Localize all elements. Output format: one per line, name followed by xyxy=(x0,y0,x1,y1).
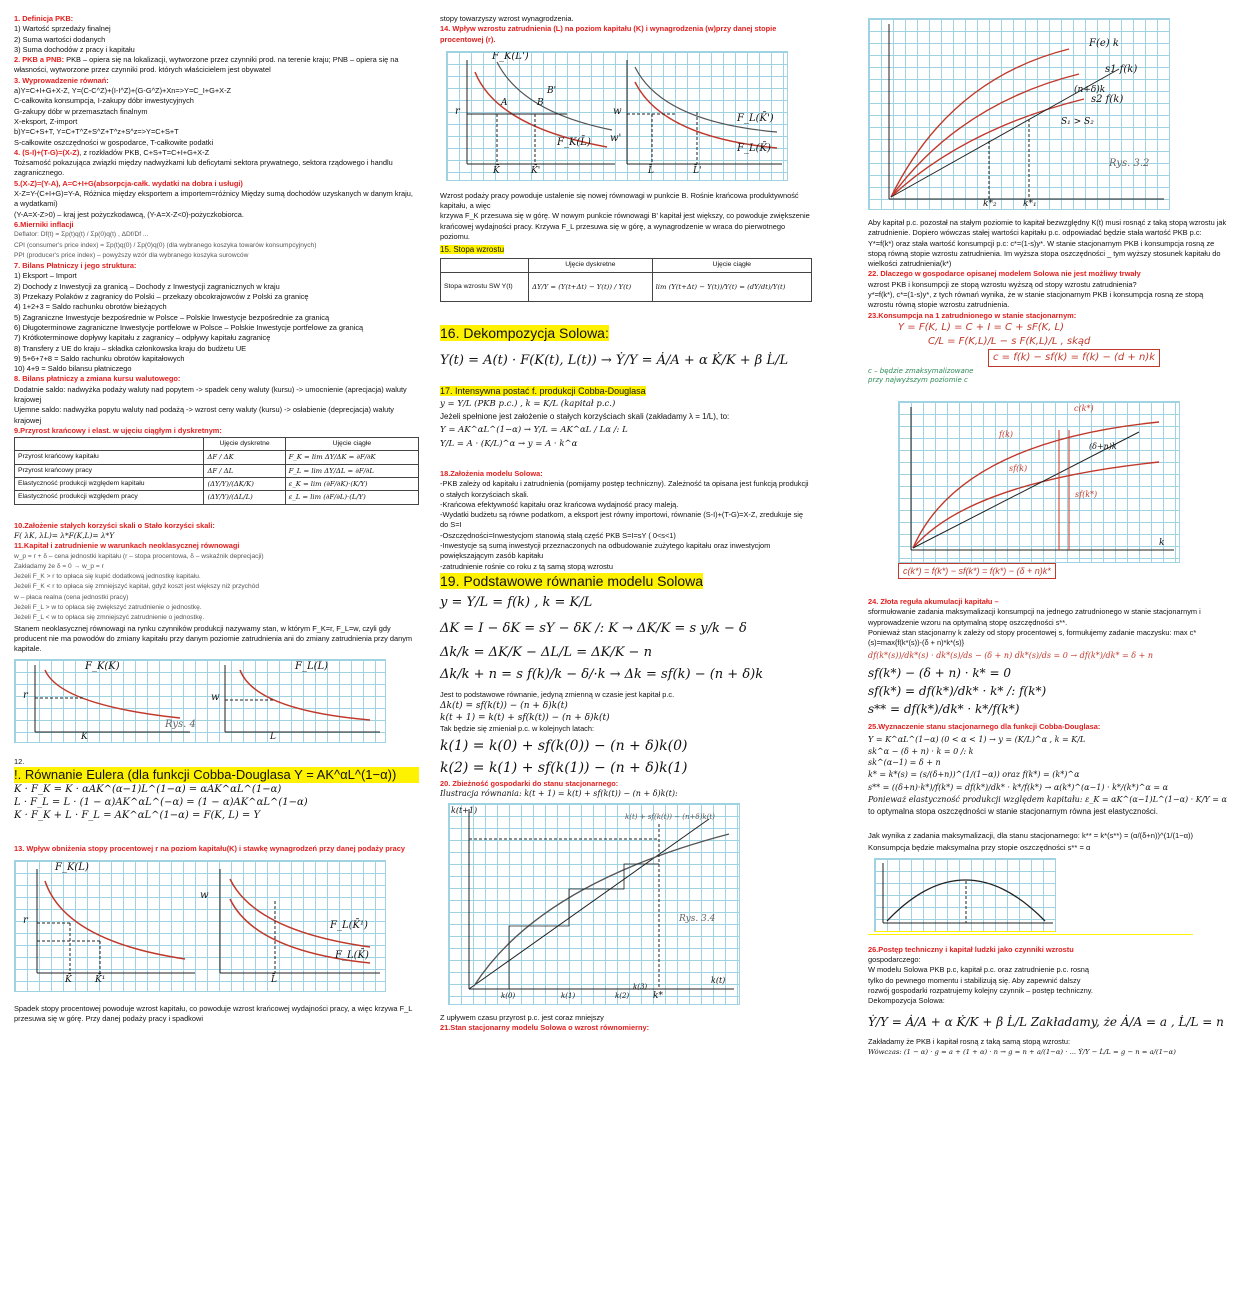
formula-line: sk^(α−1) = δ + n xyxy=(868,757,941,767)
text-line: a)Y=C+I+G+X-Z, Y=(C-C^Z)+(I-I^Z)+(G-G^Z)+Xn=>Y=C_I+G+X-Z xyxy=(14,86,232,96)
heading-1: 1. Definicja PKB: xyxy=(14,14,74,23)
heading-9: 9.Przyrost krańcowy i elast. w ujęciu ciągłym i dyskretnym: xyxy=(14,425,222,435)
solow-eq: Δk/k = ΔK/K − ΔL/L = ΔK/K − n xyxy=(440,644,652,660)
decomposition-eq: Ẏ/Y = Ȧ/A + α K̇/K + β L̇/L Zakładamy, że Ȧ/A = a , L̇/L = n xyxy=(868,1014,1224,1029)
label-fl-0: F_L(K̄) xyxy=(737,142,771,154)
label-r: r xyxy=(23,915,28,927)
text-line: (Y-A=X-Z>0) – kraj jest pożyczkodawcą, (Y-A=X-Z<0)-pożyczkobiorca. xyxy=(14,209,244,219)
note-line: w – płaca realna (cena jednostki pracy) xyxy=(14,593,129,601)
formula-line: Jak wynika z zadania maksymalizacji, dla stanu stacjonarnego: k** = k*(s**) = (α/(δ+n))^(1/(1−α)) xyxy=(868,830,1194,840)
label-s: S₁ > S₂ xyxy=(1061,117,1094,127)
text-line: sformułowanie zadania maksymalizacji konsumpcji na jednego zatrudnionego w stanie stacjonarnym i wyprowadzenie wzoru na optymalną stopę oszczędności s**. xyxy=(868,607,1201,627)
text-line: 3) Suma dochodów z pracy i kapitału xyxy=(14,44,135,54)
text-line: powiększającym zasób kapitału xyxy=(440,551,544,561)
formula-line: Y/L = A · (K/L)^α → y = A · k^α xyxy=(440,438,578,449)
label-k0: K̄ xyxy=(493,165,500,176)
column-right xyxy=(868,0,1228,1057)
label-fk: F_K(K̄) xyxy=(85,660,120,672)
heading-20: 20. Zbieżność gospodarki do stanu stacjonarnego: xyxy=(440,778,619,788)
heading-24: 24. Złota reguła akumulacji kapitału – xyxy=(868,596,999,606)
graph-interest-rate xyxy=(14,860,386,992)
note-line: Jeżeli F_L < w to opłaca się zmniejszyć zatrudnienie o jednostkę. xyxy=(14,614,205,622)
label-k: k xyxy=(1159,537,1165,548)
text-line: 3) Przekazy Polaków z zagranicy do Polski – przekazy obcokrajowców z Polski za granicę xyxy=(14,292,309,302)
heading-3: 3. Wyprowadzenie równań: xyxy=(14,75,109,85)
label-curve-3: s2 f(k) xyxy=(1091,94,1124,105)
heading-16: 16. Dekompozycja Solowa: xyxy=(440,324,609,341)
solow-decomposition-eq: Y(t) = A(t) · F(K(t), L(t)) → Ẏ/Y = Ȧ/A + α K̇/K + β L̇/L xyxy=(440,352,789,368)
text-line: 8) Transfery z UE do kraju – składka członkowska kraju do budżetu UE xyxy=(14,343,247,353)
label-kstar: k* xyxy=(653,991,663,1002)
heading-2: 2. PKB a PNB: xyxy=(14,55,65,65)
text-line: Ujemne saldo: nadwyżka popytu waluty nad podażą -> wzrost ceny waluty (kursu) -> osłabienie (deprecjacja) waluty krajowej xyxy=(14,405,394,425)
formula-line: F( λK, λL)= λ*F(K,L)= λ*Y xyxy=(14,530,115,540)
table-cell: ε_L = lim (∂F/∂L)·(L/Y) xyxy=(285,491,418,504)
graph-golden-rule xyxy=(874,858,1056,932)
label-fk-1: F_K(L̄') xyxy=(492,50,529,62)
consumption-eq: c(k*) = f(k*) − sf(k*) = f(k*) − (δ + n)k* xyxy=(898,563,1056,579)
heading-5: 5.(X-Z)=(Y-A), A=C+I+G(absorpcja-całk. wydatki na dobra i usługi) xyxy=(14,178,243,188)
graph-svg xyxy=(875,859,1055,931)
heading-23: 23.Konsumpcja na 1 zatrudnionego w stanie stacjonarnym: xyxy=(868,310,1077,320)
heading-6: 6.Mierniki inflacji xyxy=(14,219,74,229)
section-number: 12. xyxy=(14,756,25,766)
label-fl-1: F_L(K̄¹) xyxy=(330,920,368,932)
column-middle xyxy=(440,0,812,1034)
formula-line: k* = k*(s) = (s/(δ+n))^(1/(1−α)) oraz f(k*) = (k*)^α xyxy=(868,769,1080,779)
formula-line: Ponieważ elastyczność produkcji względem kapitału: ε_K = αK^(α−1)L^(1−α) · K/Y = α xyxy=(868,794,1227,804)
heading-7: 7. Bilans Płatniczy i jego struktura: xyxy=(14,261,137,271)
figure-note: Rys. 4 xyxy=(165,718,196,730)
text-line: -Oszczędności=Inwestycjom stanowią stałą część PKB S=I=sY ( 0<s<1) xyxy=(440,530,676,540)
text-line: C-całkowita konsumpcja, I-zakupy dóbr inwestycyjnych xyxy=(14,96,194,106)
text-line: Ponieważ stan stacjonarny k zależy od stopy procentowej s, formułujemy zadanie maczysku: max c*(s)=max{f(k*(s))-(δ + n)*k*(s)} xyxy=(868,627,1197,648)
heading-26: 26.Postęp techniczny i kapitał ludzki jako czynniki wzrostu xyxy=(868,944,1074,954)
formula-line: sf(k*) = df(k*)/dk* · k* /: f(k*) xyxy=(868,684,1047,699)
text-line: , z rozkładów PKB, C+S+T=C+I+G+X-Z xyxy=(79,147,210,157)
table-header: Ujęcie dyskretne xyxy=(204,438,285,451)
label-w-prime: w' xyxy=(610,132,622,144)
handwritten-eq: c = f(k) − sf(k) = f(k) − (d + n)k xyxy=(988,349,1160,367)
iteration-eq: k(1) = k(0) + sf(k(0)) − (n + δ)k(0) xyxy=(440,737,688,754)
text-line: -PKB zależy od kapitału i zatrudnienia (pomijamy postęp techniczny). Zależność ta opisana jest funkcją produkcji o stałych korzyściach skali. xyxy=(440,479,809,499)
euler-eq: K · F_K = K · αAK^(α−1)L^(1−α) = αAK^αL^(1−α) xyxy=(14,783,282,795)
graph-consumption xyxy=(898,401,1180,563)
table-cell: lim (Y(t+Δt) − Y(t))/Y(t) = (dY/dt)/Y(t) xyxy=(652,272,811,301)
formula-line: k(t + 1) = k(t) + sf(k(t)) − (n + δ)k(t) xyxy=(440,713,610,724)
formula-line: CPI (consumer's price index) = Σp(t)q(0) / Σp(0)q(0) (dla wybranego koszyka towarów konsumpcyjnych) xyxy=(14,241,317,249)
heading-10: 10.Założenie stałych korzyści skali o Stało korzyści skali: xyxy=(14,520,215,530)
table-header: Ujęcie ciągłe xyxy=(285,438,418,451)
text-line: S-całkowite oszczędności w gospodarce, T-całkowite podatki xyxy=(14,137,214,147)
table-cell: ΔF / ΔL xyxy=(204,464,285,477)
heading-4: 4. (S-I)+(T-G)=(X-Z) xyxy=(14,147,80,157)
label-curve-2: s1 f(k) xyxy=(1105,64,1138,75)
formula-line: Wówczas: (1 − α) · g = a + (1 + α) · n → g = n + a/(1−α) · ... Ẏ/Y − L̇/L = g − n = a/(1−α) xyxy=(868,1047,1176,1056)
text-line: krzywa F_K przesuwa się w górę. W nowym punkcie równowagi B' kapitał jest większy, co powoduje zwiększenie xyxy=(440,211,810,221)
consumption-notes xyxy=(868,321,1198,401)
label-curve: k(t) + sf(k(t)) − (n+δ)k(t) xyxy=(625,813,715,822)
text-line: 7) Krótkoterminowe dopływy kapitału z zagranicy – odpływy kapitału zagranicę xyxy=(14,333,271,343)
table-row xyxy=(15,478,419,491)
formula-line: Deflator: Df(t) = Σp(t)q(t) / Σp(0)q(t) , ΔDf/Df ... xyxy=(14,231,149,239)
table-cell: ε_K = lim (∂F/∂K)·(K/Y) xyxy=(285,478,418,491)
table-cell: (ΔY/Y)/(ΔL/L) xyxy=(204,491,285,504)
label-c: c(k*) xyxy=(1074,403,1094,413)
graph-svg xyxy=(15,660,385,742)
text-line: tylko do pewnego momentu i stabilizują się. Aby zapewnić dalszy xyxy=(868,975,1081,985)
text-line: Jest to podstawowe równanie, jedyną zmienną w czasie jest kapitał p.c. xyxy=(440,689,675,699)
heading-14: 14. Wpływ wzrostu zatrudnienia (L) na poziom kapitału (K) i wynagrodzenia (w)przy danej stopie procentowej (r). xyxy=(440,24,777,44)
growth-rate-table xyxy=(440,258,812,301)
label-l0: L̄ xyxy=(648,165,654,176)
formula-line: Y = K^αL^(1−α) (0 < α < 1) → y = (K/L)^α , k = K/L xyxy=(868,734,1086,744)
label-f: f(k) xyxy=(999,429,1014,439)
text-line: Zakładamy że PKB i kapitał rosną z taką samą stopą wzrostu: xyxy=(868,1036,1071,1046)
euler-title: !. Równanie Eulera (dla funkcji Cobba-Douglasa Y = AK^αL^(1−α)) xyxy=(14,767,419,783)
text-paragraph: Aby kapitał p.c. pozostał na stałym poziomie to kapitał bezwzględny K(t) musi rosnąć z taką stopą wzrostu jak zatrudnienie. Dopiero wówczas stałej wartości kapitału p.c. odpowiadać będzie stała wartość PKB p.c: Y*=f(k*) oraz stała wartość konsumpcji p.c: c*=(1-s)y*. W stanie stacjonarnym PKB i konsumpcja rosną ze stopą równą stopie wzrostu zatrudnienia. Im wyższa stopa oszczędności _ tym wyższy stosunek kapitału do wielkości zatrudnienia(k*) xyxy=(868,218,1227,269)
text-line: Z upływem czasu przyrost p.c. jest coraz mniejszy xyxy=(440,1013,604,1023)
label-k2: k(2) xyxy=(615,992,630,1001)
formula-line: Δk(t) = sf(k(t)) − (n + δ)k(t) xyxy=(440,701,568,712)
label-b-prime: B' xyxy=(547,85,557,96)
label-k: K xyxy=(81,731,88,742)
label-k2: k*₁ xyxy=(1023,199,1037,209)
table-cell: Elastyczność produkcji względem pracy xyxy=(15,491,204,504)
table-row xyxy=(15,491,419,504)
table-header: Ujęcie ciągłe xyxy=(652,259,811,272)
label-w: w xyxy=(211,691,220,703)
label-r: r xyxy=(455,105,460,117)
formula-line: df(k*(s))/dk*(s) · dk*(s)/ds − (δ + n) dk*(s)/ds = 0 → df(k*)/dk* = δ + n xyxy=(868,651,1154,661)
text-line: G-zakupy dóbr w przemasztach finalnym xyxy=(14,106,148,116)
text-line: krańcowej wydajności pracy. Krzywa F_L przesuwa się w górę, a wynagrodzenie w wraca do pierwotnego poziomu. xyxy=(440,221,786,242)
handwritten-eq: C/L = F(K,L)/L − s F(K,L)/L , skąd xyxy=(928,335,1091,347)
table-cell: F_K = lim ΔY/ΔK = ∂F/∂K xyxy=(285,451,418,464)
euler-eq: L · F_L = L · (1 − α)AK^αL^(−α) = (1 − α)AK^αL^(1−α) xyxy=(14,796,308,808)
formula-line: Jeżeli spełnione jest założenie o stałych korzyściach skali (zakładamy λ = 1/L), to: xyxy=(440,411,730,421)
text-line: Dekompozycja Solowa: xyxy=(868,996,945,1006)
table-cell: ΔY/Y = (Y(t+Δt) − Y(t)) / Y(t) xyxy=(529,272,653,301)
label-l: L̄ xyxy=(271,975,277,986)
table-cell: F_L = lim ΔY/ΔL = ∂F/∂L xyxy=(285,464,418,477)
note-line: Jeżeli F_K < r to opłaca się zmniejszyć kapitał, gdyż koszt jest większy niż przychód xyxy=(14,583,259,591)
text-paragraph: Spadek stopy procentowej powoduje wzrost kapitału, co powoduje wzrost krańcowej wydajności pracy, a więc krzywa F_L przesuwa się w górę. Przy danej podaży pracy i spadkowi xyxy=(14,1004,413,1024)
formula-line: to optymalna stopa oszczędności w stanie stacjonarnym równa jest elastyczności. xyxy=(868,806,1158,816)
heading-8: 8. Bilans płatniczy a zmiana kursu walutowego: xyxy=(14,374,181,384)
label-fl: F_L(L̄) xyxy=(295,660,329,672)
heading-11: 11.Kapitał i zatrudnienie w warunkach neoklasycznej równowagi xyxy=(14,541,240,551)
graph-svg xyxy=(869,19,1169,209)
formula-line: s** = df(k*)/dk* · k*/f(k*) xyxy=(868,702,1020,717)
table-cell: Stopa wzrostu SW Y(t) xyxy=(441,272,529,301)
text-line: gospodarczego: xyxy=(868,955,921,965)
solow-eq: y = Y/L = f(k) , k = K/L xyxy=(440,594,593,610)
text-paragraph: Stanem neoklasycznej równowagi na rynku czynników produkcji nazywamy stan, w którym F_K=r, F_L=w, czyli gdy producent nie ma powodów do zmiany kapitału przy danym poziomie zatrudnienia ani do zmiany zatrudnienia przy danym kapitale. xyxy=(14,623,413,654)
formula-line: s** = ((δ+n)·k*)/f(k*) = df(k*)/dk* · k*/f(k*) → α(k*)^(α−1) · k*/(k*)^α = α xyxy=(868,782,1169,792)
table-row xyxy=(441,272,812,301)
table-cell: Elastyczność produkcji względem kapitału xyxy=(15,478,204,491)
note-line: w_p = r + δ – cena jednostki kapitału (r – stopa procentowa, δ – wskaźnik deprecjacji) xyxy=(14,552,264,560)
text-line: 1) Eksport – Import xyxy=(14,271,77,281)
euler-eq: K · F_K + L · F_L = AK^αL^(1−α) = F(K, L) = Y xyxy=(14,809,261,821)
text-line: Dodatnie saldo: nadwyżka podaży waluty nad popytem -> spadek ceny waluty (kursu) -> umocnienie (aprecjacja) waluty krajowej xyxy=(14,384,407,404)
heading-21: 21.Stan stacjonarny modelu Solowa o wzrost równomierny: xyxy=(440,1023,650,1033)
formula-line: sf(k*) − (δ + n) · k* = 0 xyxy=(868,666,1011,681)
elasticity-table xyxy=(14,437,419,504)
label-l1: L̄' xyxy=(693,165,702,176)
table-header: Ujęcie dyskretne xyxy=(529,259,653,272)
label-fl-0: F_L(K̄) xyxy=(335,950,369,962)
figure-note: Rys. 3.4 xyxy=(679,914,716,925)
label-curve-1: F(e) k xyxy=(1089,38,1119,49)
label-l: L xyxy=(270,731,276,742)
text-line: 2) Dochody z Inwestycji za granicą – Dochody z Inwestycji zagranicznych w kraju xyxy=(14,281,280,291)
text-line: 10) 4+9 = Saldo bilansu płatniczego xyxy=(14,364,132,374)
table-cell: (ΔY/Y)/(ΔK/K) xyxy=(204,478,285,491)
label-fk: F_K(L̄) xyxy=(55,862,89,874)
text-line: W modelu Solowa PKB p.c, kapitał p.c. oraz zatrudnienie p.c. rosną xyxy=(868,965,1090,975)
graph-equilibrium xyxy=(14,659,386,743)
table-cell: Przyrost krańcowy pracy xyxy=(15,464,204,477)
label-w: w xyxy=(200,890,209,902)
table-row xyxy=(15,464,419,477)
heading-22: 22. Dlaczego w gospodarce opisanej modelem Solowa nie jest możliwy trwały xyxy=(868,269,1141,279)
text-line: 6) Długoterminowe zagraniczne Inwestycje portfelowe w Polsce – Polskie Inwestycje portfelowe za granicą xyxy=(14,322,364,332)
table-cell: ΔF / ΔK xyxy=(204,451,285,464)
text-line: Tożsamość pokazująca związki między nadwyżkami lub deficytami sektora prywatnego, sektora rządowego i handlu zagranicznego. xyxy=(14,158,393,178)
label-k1: K̄' xyxy=(531,165,541,176)
graph-employment xyxy=(446,51,788,181)
label-k3: k(3) xyxy=(633,983,648,992)
text-line: stopy towarzyszy wzrost wynagrodzenia. xyxy=(440,14,574,23)
text-line: b)Y=C+S+T, Y=C+T^Z+S^Z+T^z+S^z=>Y=C+S+T xyxy=(14,127,179,137)
label-sfk: sf(k*) xyxy=(1075,489,1098,499)
text-line: X-Z=Y-(C+I+G)=Y-A, Różnica między eksportem a importem=różnicy Między sumą dochodów uzyskanych w danym kraju, a wydatkami) xyxy=(14,189,413,209)
label-k1: k(1) xyxy=(561,992,576,1001)
text-line: wzrost PKB i konsumpcji ze stopą wzrostu wyższą od stopy wzrostu zatrudnienia? xyxy=(868,279,1137,289)
solow-eq: Δk/k + n = s f(k)/k − δ/·k → Δk = sf(k) − (n + δ)k xyxy=(440,666,764,682)
heading-18: 18.Założenia modelu Solowa: xyxy=(440,468,543,478)
label-k0: K̄ xyxy=(65,975,72,986)
label-fk-0: F_K(L̄) xyxy=(557,136,591,148)
label-line: (δ+n)k xyxy=(1089,441,1117,451)
heading-25: 25.Wyznaczenie stanu stacjonarnego dla funkcji Cobba-Douglasa: xyxy=(868,722,1101,732)
iteration-eq: k(2) = k(1) + sf(k(1)) − (n + δ)k(1) xyxy=(440,759,688,776)
formula-line: y = Y/L (PKB p.c.) , k = K/L (kapitał p.c.) xyxy=(440,398,616,409)
text-line: 9) 5+6+7+8 = Saldo rachunku obrotów kapitałowych xyxy=(14,353,185,363)
figure-note: Rys. 3.2 xyxy=(1109,158,1150,169)
label-curve-4: (n+δ)k xyxy=(1074,85,1106,95)
formula-line: PPI (producer's price index) – powyższy wzór dla wybranego koszyka surowców xyxy=(14,251,249,259)
text-line: PKB – opiera się na lokalizacji, wytworzone przez czynniki prod. na terenie kraju; PNB – opiera się na własności, wytworzone przez czynniki prod. których właścicielem jest obywatel xyxy=(14,55,399,75)
label-fl-1: F_L(K̄') xyxy=(737,112,774,124)
label-r: r xyxy=(23,689,28,701)
text-line: -Krańcowa efektywność kapitału oraz krańcowa wydajność pracy maleją. xyxy=(440,499,679,509)
heading-15: 15. Stopa wzrostu xyxy=(440,245,505,255)
text-line: X-eksport, Z-import xyxy=(14,116,78,126)
text-line: -Inwestycje są sumą inwestycji przeznaczonych na odbudowanie zużytego kapitału oraz inwestycjom xyxy=(440,541,771,551)
note-line: Zakładamy że δ = 0 → w_p = r xyxy=(14,562,104,570)
formula-line: Konsumpcja będzie maksymalna przy stopie oszczędności s** = α xyxy=(868,842,1091,852)
text-line: 4) 1+2+3 = Saldo rachunku obrotów bieżących xyxy=(14,302,167,312)
solow-eq: ΔK = I − δK = sY − δK /: K → ΔK/K = s y/k − δ xyxy=(440,620,747,636)
label-k1: K̄¹ xyxy=(95,975,106,986)
label-y-axis: k(t+1) xyxy=(451,806,478,816)
heading-17: 17. Intensywna postać f. produkcji Cobba-Douglasa xyxy=(440,385,646,396)
text-line: 5) Zagraniczne Inwestycje bezpośrednie w Polsce – Polskie Inwestycje bezpośrednie za granicą xyxy=(14,312,330,322)
text-line: y*=f(k*), c*=(1-s)y*, z tych równań wynika, że w stanie stacjonarnym PKB i konsumpcja rosną ze stopą wzrostu równą stopie wzrostu zatrudnienia. xyxy=(868,290,1204,310)
label-w: w xyxy=(613,105,622,117)
heading-13: 13. Wpływ obniżenia stopy procentowej r na poziom kapitału(K) i stawkę wynagrodzeń przy danej podaży pracy xyxy=(14,843,405,853)
note-line: Jeżeli F_K > r to opłaca się kupić dodatkową jednostkę kapitału. xyxy=(14,573,201,581)
formula-line: Ilustracja równania: k(t + 1) = k(t) + sf(k(t)) − (n + δ)k(t): xyxy=(440,788,678,798)
graph-svg xyxy=(449,804,739,1004)
column-left xyxy=(14,0,419,1025)
graph-steady-state xyxy=(868,18,1170,210)
label-x-axis: k(t) xyxy=(711,976,726,986)
label-b: B xyxy=(537,97,544,108)
label-sf: sf(k) xyxy=(1009,463,1028,473)
table-row xyxy=(15,451,419,464)
text-line: -zatrudnienie rośnie co roku z tą samą stopą wzrostu xyxy=(440,561,613,571)
label-k1: k*₂ xyxy=(983,199,997,209)
graph-svg xyxy=(899,402,1179,562)
note-line: Jeżeli F_L > w to opłaca się zwiększyć zatrudnienie o jednostkę. xyxy=(14,604,202,612)
label-k0: k(0) xyxy=(501,992,516,1001)
formula-line: Y = AK^αL^(1−α) → Y/L = AK^αL / Lα /: L xyxy=(440,424,628,435)
label-a: A xyxy=(501,97,508,108)
formula-line: sk^α − (δ + n) · k = 0 /: k xyxy=(868,746,974,756)
text-line: Wzrost podaży pracy powoduje ustalenie się nowej równowagi w punkcie B. Rośnie krańcowa produktywność kapitału, a więc xyxy=(440,190,799,211)
text-line: 1) Wartość sprzedaży finalnej xyxy=(14,24,111,34)
text-line: Tak będzie się zmieniał p.c. w kolejnych latach: xyxy=(440,724,595,734)
heading-19: 19. Podstawowe równanie modelu Solowa xyxy=(440,572,704,589)
table-cell: Przyrost krańcowy kapitału xyxy=(15,451,204,464)
handwritten-note: c – będzie zmaksymalizowane przy najwyższym poziomie c xyxy=(868,366,974,384)
graph-convergence xyxy=(448,803,740,1005)
handwritten-eq: Y = F(K, L) = C + I = C + sF(K, L) xyxy=(898,321,1064,333)
text-line: 2) Suma wartości dodanych xyxy=(14,34,106,44)
text-line: -Wydatki budżetu są równe podatkom, a eksport jest równy importowi, równanie (S-I)+(T-G)=X-Z, zredukuje się do S=I xyxy=(440,510,804,530)
text-line: rozwój gospodarki rozpatrujemy kolejny czynnik – postęp techniczny. xyxy=(868,985,1093,995)
